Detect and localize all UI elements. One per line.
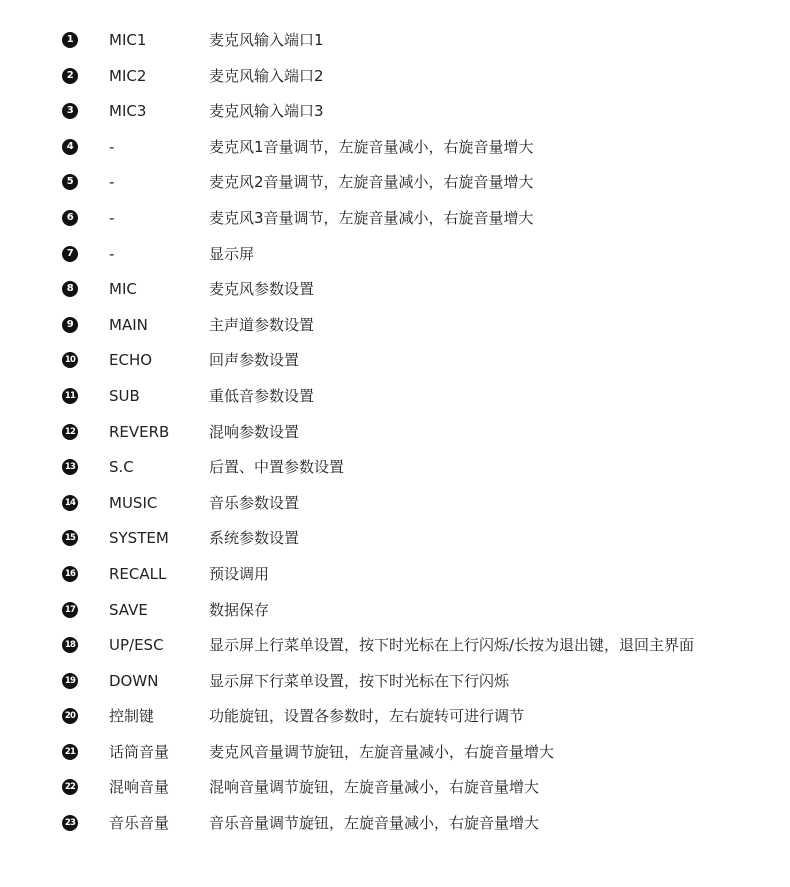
number-badge: 17 xyxy=(62,602,78,618)
list-item xyxy=(0,592,790,628)
control-label: 话筒音量 xyxy=(109,742,170,761)
control-description: 麦克风输入端口3 xyxy=(209,102,324,121)
number-badge: 23 xyxy=(62,815,78,831)
number-badge: 2 xyxy=(62,68,78,84)
control-description: 后置、中置参数设置 xyxy=(209,458,345,477)
control-label: UP/ESC xyxy=(109,636,164,655)
list-item xyxy=(0,449,790,485)
list-item xyxy=(0,627,790,663)
control-description: 音乐音量调节旋钮，左旋音量减小，右旋音量增大 xyxy=(209,814,540,833)
control-label: 音乐音量 xyxy=(109,814,170,833)
number-badge: 5 xyxy=(62,174,78,190)
list-item xyxy=(0,93,790,129)
control-description: 功能旋钮，设置各参数时，左右旋转可进行调节 xyxy=(209,707,525,726)
number-badge: 22 xyxy=(62,779,78,795)
control-label: 控制键 xyxy=(109,707,155,726)
control-description: 麦克风3音量调节，左旋音量减小，右旋音量增大 xyxy=(209,208,534,227)
control-description: 重低音参数设置 xyxy=(209,386,315,405)
list-item xyxy=(0,698,790,734)
control-description: 音乐参数设置 xyxy=(209,493,300,512)
list-item xyxy=(0,769,790,805)
control-label: MIC xyxy=(109,280,137,299)
control-label: MIC1 xyxy=(109,31,147,49)
control-label: SYSTEM xyxy=(109,529,169,548)
control-label: ECHO xyxy=(109,351,153,370)
control-description: 主声道参数设置 xyxy=(209,315,315,334)
list-item xyxy=(0,22,790,58)
number-badge: 16 xyxy=(62,566,78,582)
list-item xyxy=(0,164,790,200)
control-label: - xyxy=(109,137,115,156)
control-label: SAVE xyxy=(109,600,148,619)
number-badge: 11 xyxy=(62,388,78,404)
list-item xyxy=(0,734,790,770)
control-list xyxy=(0,22,790,841)
control-label: RECALL xyxy=(109,564,167,583)
control-label: SUB xyxy=(109,386,140,405)
number-badge: 21 xyxy=(62,744,78,760)
control-description: 混响参数设置 xyxy=(209,422,300,441)
control-description: 麦克风参数设置 xyxy=(209,280,315,299)
control-description: 系统参数设置 xyxy=(209,529,300,548)
control-label: MAIN xyxy=(109,315,148,334)
number-badge: 10 xyxy=(62,352,78,368)
control-description: 回声参数设置 xyxy=(209,351,300,370)
list-item xyxy=(0,663,790,699)
control-description: 显示屏上行菜单设置，按下时光标在上行闪烁/长按为退出键，退回主界面 xyxy=(209,636,695,655)
control-label: 混响音量 xyxy=(109,778,170,797)
control-description: 麦克风输入端口2 xyxy=(209,66,324,85)
number-badge: 18 xyxy=(62,637,78,653)
number-badge: 14 xyxy=(62,495,78,511)
control-label: S.C xyxy=(109,458,134,477)
list-item xyxy=(0,200,790,236)
list-item xyxy=(0,378,790,414)
control-label: DOWN xyxy=(109,671,159,690)
list-item xyxy=(0,271,790,307)
control-label: MIC3 xyxy=(109,102,147,121)
control-description: 预设调用 xyxy=(209,564,270,583)
number-badge: 20 xyxy=(62,708,78,724)
control-label: REVERB xyxy=(109,422,170,441)
number-badge: 13 xyxy=(62,459,78,475)
control-description: 混响音量调节旋钮，左旋音量减小，右旋音量增大 xyxy=(209,778,540,797)
list-item xyxy=(0,520,790,556)
list-item xyxy=(0,485,790,521)
number-badge: 12 xyxy=(62,424,78,440)
list-item xyxy=(0,236,790,272)
number-badge: 6 xyxy=(62,210,78,226)
number-badge: 15 xyxy=(62,530,78,546)
control-label: MUSIC xyxy=(109,493,158,512)
control-description: 数据保存 xyxy=(209,600,270,619)
control-label: - xyxy=(109,244,115,263)
list-item xyxy=(0,307,790,343)
list-item xyxy=(0,58,790,94)
list-item xyxy=(0,805,790,841)
list-item xyxy=(0,129,790,165)
number-badge: 3 xyxy=(62,103,78,119)
control-description: 显示屏 xyxy=(209,244,255,263)
control-description: 麦克风音量调节旋钮，左旋音量减小，右旋音量增大 xyxy=(209,742,555,761)
control-description: 麦克风1音量调节，左旋音量减小，右旋音量增大 xyxy=(209,137,534,156)
list-item xyxy=(0,414,790,450)
control-label: - xyxy=(109,208,115,227)
number-badge: 8 xyxy=(62,281,78,297)
number-badge: 19 xyxy=(62,673,78,689)
list-item xyxy=(0,342,790,378)
list-item xyxy=(0,556,790,592)
control-label: - xyxy=(109,173,115,192)
control-description: 麦克风2音量调节，左旋音量减小，右旋音量增大 xyxy=(209,173,534,192)
number-badge: 4 xyxy=(62,139,78,155)
number-badge: 7 xyxy=(62,246,78,262)
control-label: MIC2 xyxy=(109,66,147,85)
number-badge: 1 xyxy=(62,32,78,48)
control-description: 显示屏下行菜单设置，按下时光标在下行闪烁 xyxy=(209,671,510,690)
control-description: 麦克风输入端口1 xyxy=(209,31,324,49)
number-badge: 9 xyxy=(62,317,78,333)
